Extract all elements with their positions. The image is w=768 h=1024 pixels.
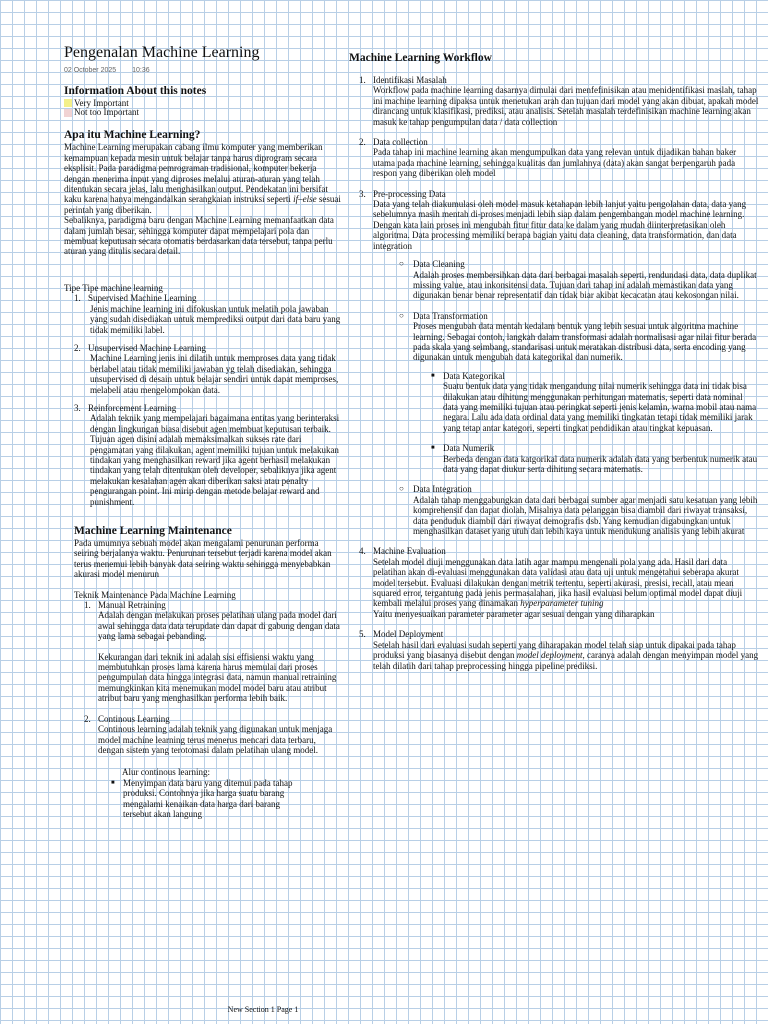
list-item-body: Berbeda dengan data katgorikal data numerik adalah data yang berbentuk numerik atau data yang dapat diukur serta dihitung secara matematis. <box>443 453 758 474</box>
intro-code-text: if–else <box>293 194 317 205</box>
list-item <box>64 403 342 507</box>
deployment-text: Setelah hasil dari evaluasi sudah seperti yang diharapakan model telah siap untuk dipakai pada tahap produksi yang biasanya disebut dengan <box>373 639 736 661</box>
list-number: 3. <box>359 188 366 199</box>
intro-paragraph-1 <box>64 142 342 215</box>
list-item-body: Continous learning adalah teknik yang digunakan untuk menjaga model machine learning terus menerus mencari data terbaru, dengan sistem yang terotomasi dalam pelatihan ulang model. <box>98 724 333 755</box>
list-item-title: ■ Data Kategorikal <box>443 370 505 381</box>
evaluation-text: Setelah model diuji menggunakan data latih agar mampu mengenali pola yang ada. Hasil dari data pelatihan akan di-evaluasi menggunakan data validasi atau data uji untuk mengetahui seberapa akurat model tersebut. Evaluasi dilakukan dengan metrik tertentu, seperti akurasi, presisi, recall, atau mean squared error, tergantung pada jenis permasalahan, jika hasil evaluasi belum optimal model dapat diuji kembali melalui proses yang dinamakan <box>373 556 743 609</box>
list-number: 2. <box>84 713 91 724</box>
list-item-title: Data collection <box>373 137 428 148</box>
flow-heading: Alur continous learning: <box>122 767 210 778</box>
list-item <box>399 311 759 475</box>
types-list <box>64 293 342 507</box>
list-item-title: Pre-processing Data <box>373 188 446 199</box>
evaluation-italic-text: hyperparameter tuning <box>520 598 604 609</box>
maintenance-intro: Pada umumnya sebuah model akan mengalami penurunan performa seiring berjalanya waktu. Penurunan tersebut terjadi karena model akan terus menemui lebih banyak data seiring waktu sehingga menyebabkan akurasi model menurun <box>74 538 332 580</box>
list-item-body: Yaitu menyesuaikan parameter parameter agar sesuai dengan yang diharapkan <box>373 608 655 619</box>
page-title[interactable]: Pengenalan Machine Learning <box>64 44 260 61</box>
legend-label: Very Important <box>74 97 129 108</box>
legend-not-important <box>64 108 342 118</box>
techniques-list <box>74 600 342 819</box>
list-item-title: Continous Learning <box>98 713 170 724</box>
right-column <box>349 52 759 679</box>
list-item <box>349 75 759 127</box>
types-heading: Tipe Tipe machine learning <box>64 282 163 293</box>
list-item <box>399 484 759 536</box>
flow-list <box>110 778 342 820</box>
list-item <box>429 371 759 433</box>
pink-swatch-icon <box>64 109 72 117</box>
intro-paragraph-2: Sebaliknya, paradigma baru dengan Machine Learning memanfaatkan data dalam jumlah besar, sehingga komputer dapat mempelajari pola dan membuat keputusan secara otomatis berdasarkan data tersebut, tanpa perlu aturan yang ditulis secara detail. <box>64 215 334 257</box>
list-item-title: Model Deployment <box>373 629 444 640</box>
list-item-title: Machine Evaluation <box>373 546 446 557</box>
yellow-swatch-icon <box>64 99 72 107</box>
list-item <box>64 343 342 395</box>
maintenance-heading: Machine Learning Maintenance <box>74 525 232 537</box>
list-item-title: ■ Data Numerik <box>443 443 495 454</box>
list-item-title: ○ Data Cleaning <box>413 259 465 270</box>
list-item <box>111 778 342 820</box>
intro-text-end: sesuai perintah yang diberikan. <box>64 194 341 215</box>
list-number: 3. <box>74 402 81 413</box>
info-heading: Information About this notes <box>64 85 207 98</box>
list-item <box>64 293 342 335</box>
left-column <box>64 44 342 827</box>
list-item <box>349 546 759 619</box>
list-number: 1. <box>84 600 91 611</box>
deployment-text-end: , caranya adalah dengan menyimpan model yang telah dilatih dari tahap preprocessing hingga pipeline prediksi. <box>373 650 759 671</box>
list-item <box>74 600 342 704</box>
list-number: 1. <box>74 293 81 304</box>
workflow-list <box>349 75 759 671</box>
note-timestamp <box>64 66 342 76</box>
intro-text: Machine Learning merupakan cabang ilmu komputer yang memberikan kemampuan kepada mesin untuk belajar tanpa harus diprogram secara eksplisit. Pada paradigma pemrograman tradisional, komputer bekerja dengan menerima input yang diproses melalui aturan-aturan yang telah ditentukan secara jelas, lalu menghasilkan output. Pendekatan ini bersifat kaku karena hanya mengandalkan serangkaian instruksi seperti <box>64 142 328 205</box>
list-item-title: Unsupervised Machine Learning <box>88 342 206 353</box>
list-item-body: Workflow pada machine learning dasarnya dimulai dari menfefinisikan atau menidentifikasi maslah, tahap ini machine learning dipaksa untuk menetukan arah dan tujuan dari model yang akan dibuat, apakah model dirancang untuk klasifikasi, prediksi, atau analisis. Setelah masalah terdefinisikan machine learning akan masuk ke tahap pengumpulan data / data collection <box>373 85 759 127</box>
list-item-body: Kekurangan dari teknik ini adalah sisi effisiensi waktu yang membutuhkan proses lama karena harus memulai dari proses pengumpulan data hingga integrasi data, namun manual retraining memungkinkan kita menemukan model model baru atau atribut atribut baru yang menghasilkan performa lebih baik. <box>98 651 337 704</box>
list-item-body: Adalah tahap menggabungkan data dari berbagai sumber agar menjadi satu kesatuan yang lebih komprehensif dan dapat diolah, Misalnya data pelanggan bisa diambil dari riwayat transaksi, data penduduk diambil dari riwayat demografis dsb. Yang kemudian digabungkan untuk menghasilkan dataset yang utuh dan lebih kaya untuk mendukung analisis yang lebih akurat <box>413 494 758 537</box>
list-item-body <box>373 557 759 609</box>
list-number: 2. <box>74 342 81 353</box>
list-number: 2. <box>359 137 366 148</box>
list-item-title: Supervised Machine Learning <box>88 293 197 304</box>
list-item-body: Data yang telah diakumulasi oleh model masuk ketahapan lebih lanjut yaitu pengolahan data, data yang sebelumnya masih mentah di-proses menjadi lebih siap dalam pengembangan model machine learning. Dengan kata lain proses ini mengubah fitur fitur data ke dalam yang mudah diinterpretasikan oleh algoritma. Data processing memiliki berapa bagian yaitu data cleaning, data transformation, dan data integration <box>373 199 747 251</box>
list-item-body: Suatu bentuk data yang tidak mengandung nilai numerik sehingga data ini tidak bisa dilakukan atau dihitung menggunakan perhitungan matematis, seperti data nominal data yang memiliki tujuan atau peringkat seperti jenis kelamin, warna mobil atau nama negara. Lalu ada data ordinal data yang memiliki tingkatan tetapi tidak memiliki jarak yang tetap antar kategori, seperti tingkat pendidikan atau tingkat kepuasan. <box>443 381 757 433</box>
maintenance-section <box>64 525 342 819</box>
list-item-body: Machine Learning jenis ini dilatih untuk memproses data yang tidak berlabel atau tidak memiliki jawaban yg telah disediakan, sehingga unsupervised di desain untuk belajar sendiri untuk dapat memproses, melabeli atau mengelompokan data. <box>90 353 339 395</box>
list-item-title: ○ Data Transformation <box>413 310 488 321</box>
note-time: 10:36 <box>132 67 150 74</box>
list-item-body: Adalah proses membersihkan data dari berbagai masalah seperti, rendundasi data, data duplikat missing value, atau inkonsitensi data. Tujuan dari tahap ini adalah memastikan data yang digunakan benar benar representatif dan tidak biar akibat kecacatan atau kekosongan nilai. <box>413 269 757 301</box>
list-item-title: ○ Data Integration <box>413 484 472 495</box>
intro-heading: Apa itu Machine Learning? <box>64 129 201 142</box>
list-number: 4. <box>359 546 366 557</box>
list-item-body: Jenis machine learning ini difokuskan untuk melatih pola jawaban yang sudah disediakan untuk memprediksi output dari data baru yang tidak memiliki label. <box>90 303 341 335</box>
workflow-heading: Machine Learning Workflow <box>349 52 492 64</box>
list-item <box>349 629 759 671</box>
list-item <box>349 189 759 537</box>
list-item-body: Proses mengubah data mentah kedalam bentuk yang lebih sesuai untuk algoritma machine learning. Sebagai contoh, langkah dalam transformasi adalah normalisasi agar nilai fitur berada pada skala yang seimbang, standarisasi untuk meratakan distribusi data, serta encoding yang digunakan untuk mengubah data kategorikal dan numerik. <box>413 321 757 363</box>
note-date: 02 October 2025 <box>64 67 117 74</box>
flow-item-text: ■ Menyimpan data baru yang ditemui pada tahap produksi. Contohnya jika harga suatu barang mengalami kenaikan data harga dari barang tersebut akan langung <box>123 777 293 819</box>
list-item-title: Manual Retraining <box>98 600 166 611</box>
legend-label: Not too Important <box>74 107 139 118</box>
list-item-body <box>373 640 759 671</box>
techniques-heading: Teknik Maintenance Pada Machine Learning <box>74 589 236 600</box>
list-item-body: Adalah dengan melakukan proses pelatihan ulang pada model dari awal sehingga data data terupdate dan dapat di gabung dengan data yang lama sebagai pebanding. <box>98 610 340 642</box>
list-item <box>399 259 759 301</box>
transformation-list <box>429 371 759 475</box>
page-footer: New Section 1 Page 1 <box>227 1005 299 1014</box>
list-item-body: Pada tahap ini machine learning akan mengumpulkan data yang relevan untuk dijadikan bahan baker utama pada machine learning, sehingga kualitas dan jumlahnya (data) akan sangat berpengaruh pada respon yang diberikan oleh model <box>373 147 737 179</box>
list-item-title: Identifikasi Masalah <box>373 75 447 85</box>
preprocessing-list <box>399 259 759 536</box>
legend <box>64 98 342 117</box>
list-item <box>429 443 759 474</box>
list-item-title: Reinforcement Learning <box>88 402 177 413</box>
deployment-italic-text: model deployment <box>516 650 583 661</box>
list-number: 5. <box>359 629 366 640</box>
list-item-body: Adalah teknik yang mempelajari bagaimana entitas yang berinteraksi dengan lingkungan biasa disebut agen membuat keputusan terbaik. Tujuan agen disini adalah memaksimalkan sukses rate dari pengamatan yang dilakukan, agent memiliki tujuan untuk melakukan tindakan yang menghasilkan reward jika agent berhasil melakukan tindakan yang telah ditentukan oleh developer, sebaliknya jika agent melakukan kesalahan agen akan diberikan saksi atau penalty pengurangan point. Ini mirip dengan metode belajar reward and punishment. <box>90 413 340 507</box>
list-item <box>74 714 342 820</box>
list-number: 1. <box>359 75 366 85</box>
list-item <box>349 137 759 179</box>
